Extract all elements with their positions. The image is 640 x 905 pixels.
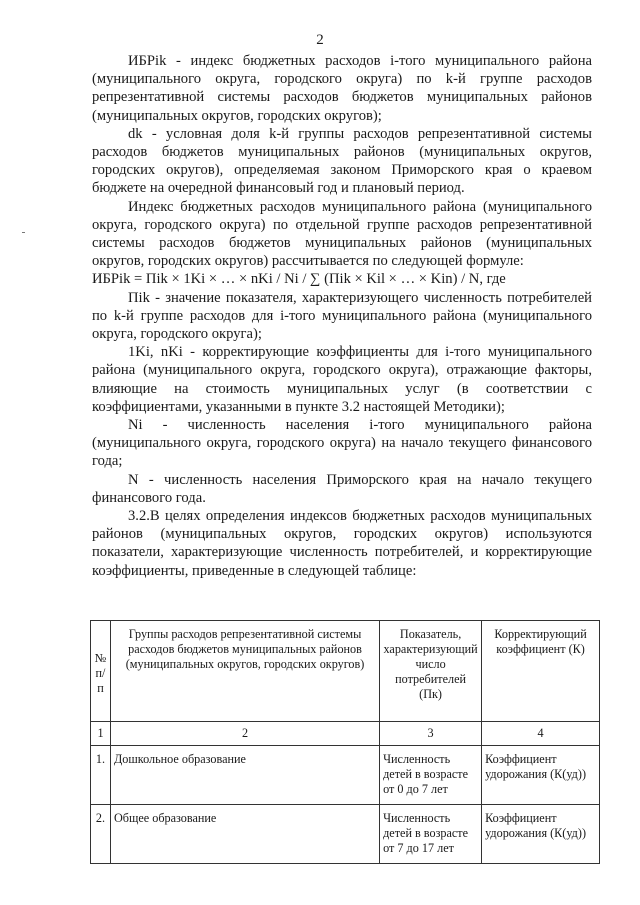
header-coefficient: Корректирующий коэффициент (К) [482,621,600,722]
row-coefficient: Коэффициент удорожания (К(уд)) [482,746,600,805]
document-body [92,52,592,580]
column-number: 2 [110,722,379,746]
paragraph-section-3-2: 3.2.В целях определения индексов бюджетных расходов муниципальных районов (муниципальных округов, городских округов) используются показатели, характеризующие численность потребителей, и корректирующие коэффициенты, приведенные в следующей таблице: [92,508,592,579]
row-indicator: Численность детей в возрасте от 0 до 7 лет [380,746,482,805]
margin-mark [22,232,25,233]
formula: ИБРik = Пik × 1Ki × … × nKi / Ni / ∑ (Пik × Kil × … × Kin) / N, где [92,271,506,288]
table-column-numbers-row [91,722,600,746]
row-coefficient: Коэффициент удорожания (К(уд)) [482,805,600,864]
page-number: 2 [316,32,324,48]
column-number: 3 [380,722,482,746]
header-number: № п/п [91,621,111,722]
row-number: 1. [91,746,111,805]
row-expense-group: Общее образование [110,805,379,864]
header-expense-group: Группы расходов репрезентативной системы расходов бюджетов муниципальных районов (муниципальных округов, городских округов) [110,621,379,722]
paragraph-ibrik-definition: ИБРik - индекс бюджетных расходов i-того муниципального района (муниципального округа, городского округа) по k-й группе расходов репрезентативной системы расходов бюджетов муниципальных районов (муниципальных округов, городских округов); [92,53,592,124]
paragraph-dk-definition: dk - условная доля k-й группы расходов репрезентативной системы расходов бюджетов муниципальных районов (муниципальных округов, городских округов), определяемая законом Приморского края о краевом бюджете на очередной финансовый год и плановый период. [92,125,592,197]
table-row [91,805,600,864]
row-indicator: Численность детей в возрасте от 7 до 17 лет [380,805,482,864]
paragraph-coefficients-definition: 1Ki, nKi - корректирующие коэффициенты для i-того муниципального района (муниципального округа, городского округа), отражающие факторы, влияющие на стоимость муниципальных услуг (в соответствии с коэффициентами, указанными в пункте 3.2 настоящей Методики); [92,344,592,415]
paragraph-index-intro: Индекс бюджетных расходов муниципального района (муниципального округа, городского округа) по отдельной группе расходов репрезентативной системы расходов бюджетов муниципальных районов (муниципальных округов, городских округов) рассчитывается по следующей формуле: [92,198,592,270]
column-number: 4 [482,722,600,746]
row-expense-group: Дошкольное образование [110,746,379,805]
row-number: 2. [91,805,111,864]
table-row [91,746,600,805]
paragraph-n-definition: N - численность населения Приморского края на начало текущего финансового года. [92,471,592,506]
paragraph-ni-definition: Ni - численность населения i-того муниципального района (муниципального округа, городского округа) на начало текущего финансового года; [92,417,592,470]
expense-groups-table [90,620,600,864]
table-header-row [91,621,600,722]
column-number: 1 [91,722,111,746]
header-indicator: Показатель, характеризующий число потребителей (Пк) [380,621,482,722]
paragraph-pik-definition: Пik - значение показателя, характеризующего численность потребителей по k-й группе расходов для i-того муниципального района (муниципального округа, городского округа); [92,289,592,343]
